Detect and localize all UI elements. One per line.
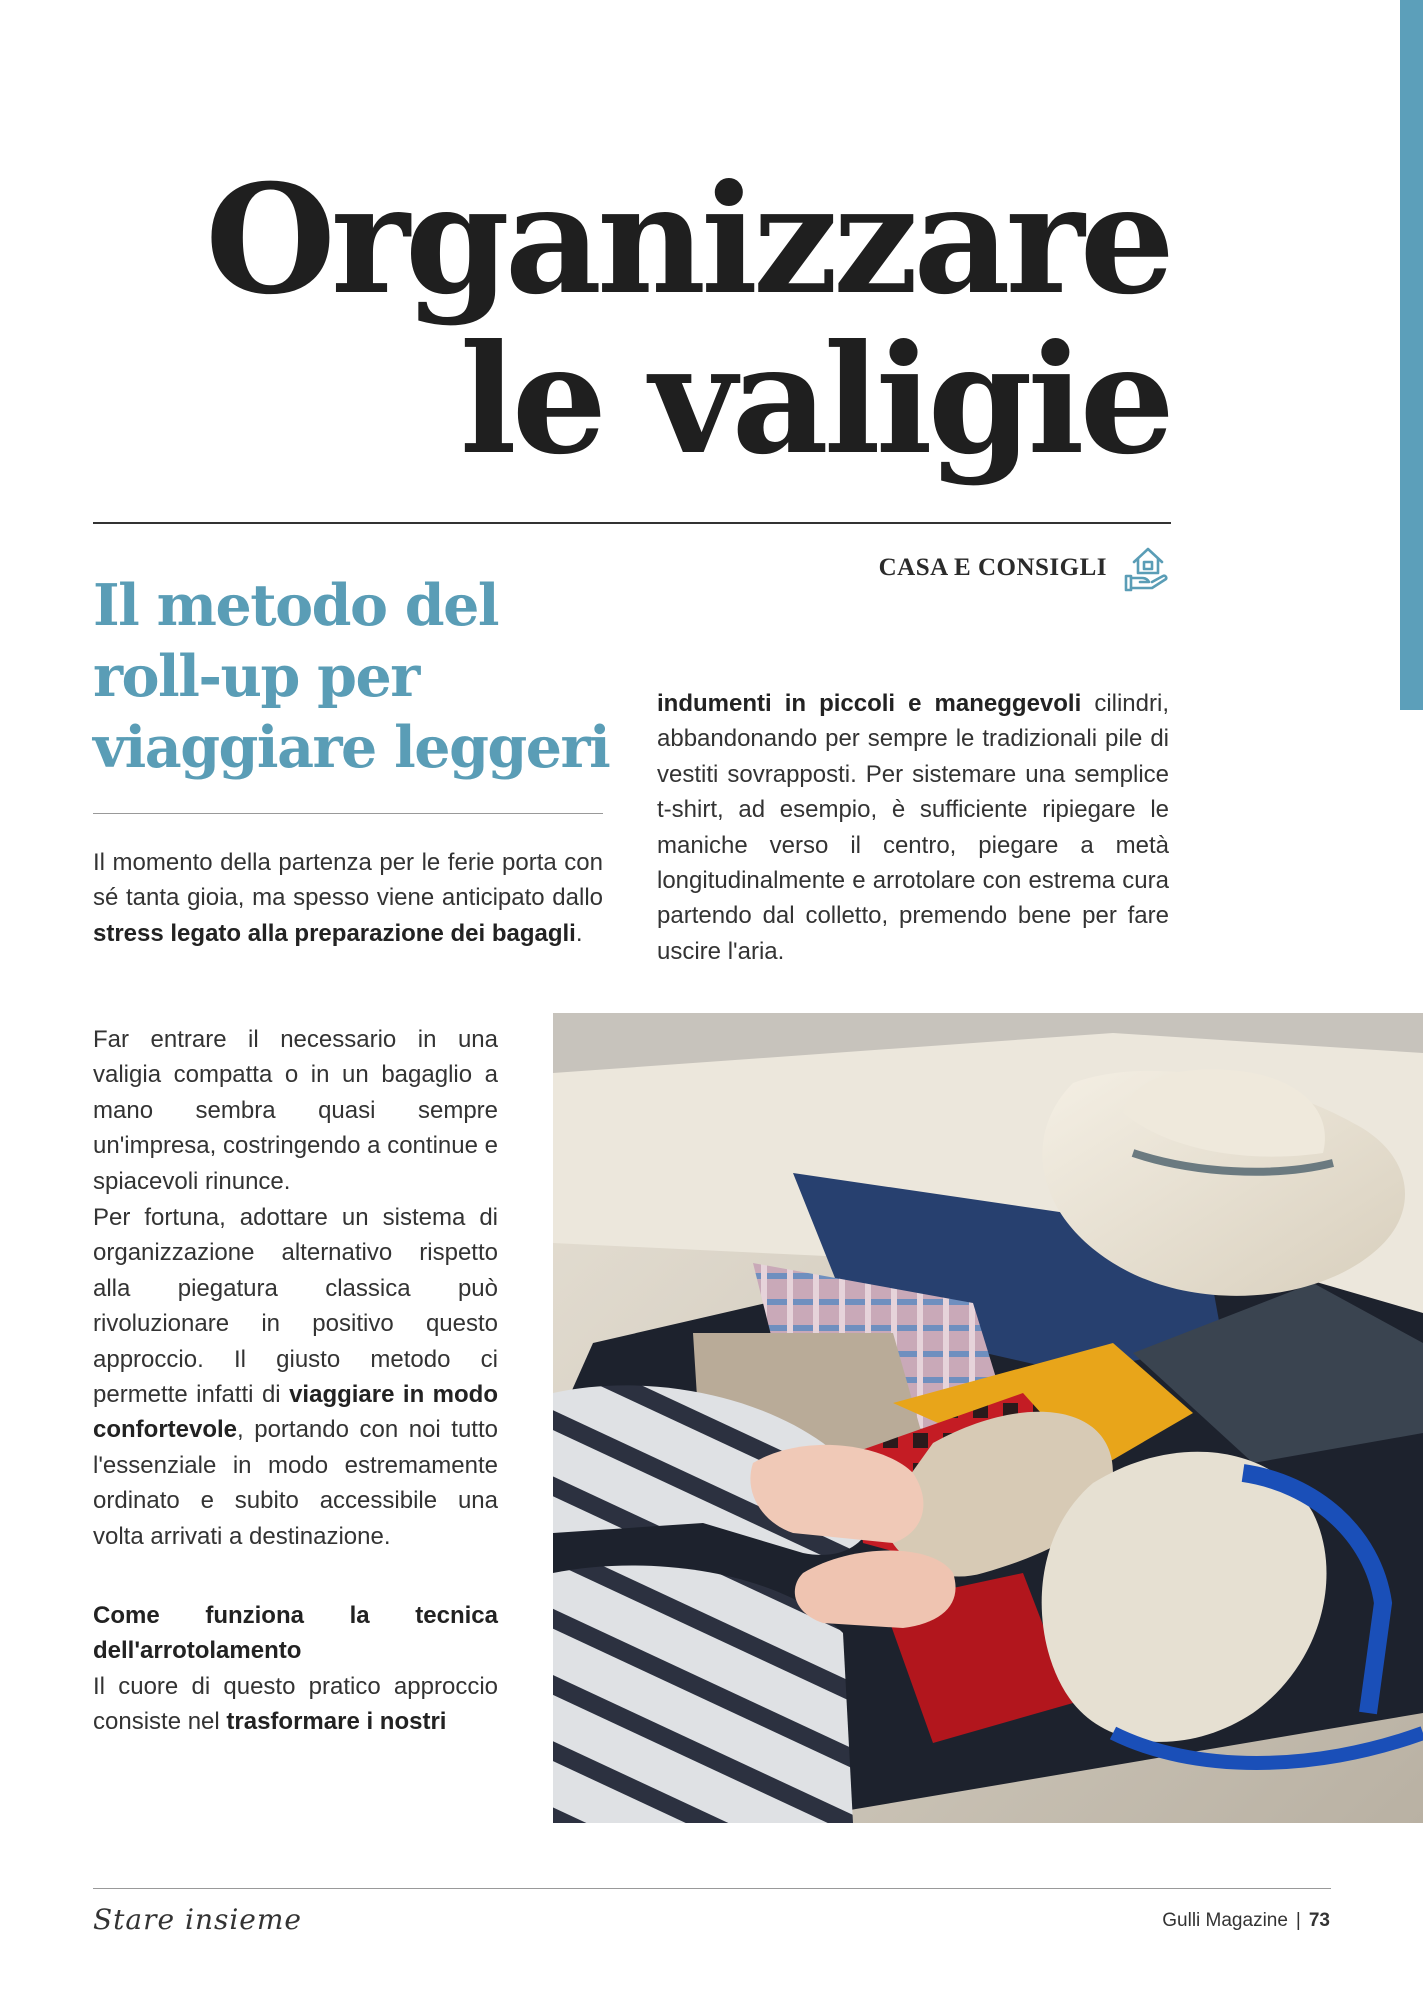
rolling-bold: indumenti in piccoli e maneggevoli — [657, 690, 1082, 717]
title-line-1: Organizzare — [205, 152, 1170, 328]
house-hand-icon — [1122, 540, 1170, 592]
section-heading: Come funziona la tecnica dell'arrotolamento — [93, 1602, 498, 1665]
side-accent-tab — [1400, 0, 1423, 710]
suitcase-photo — [553, 1013, 1423, 1823]
subtitle-divider — [93, 813, 603, 814]
category-label: CASA E CONSIGLI — [878, 554, 1107, 581]
title-line-2: le valigie — [459, 312, 1170, 488]
rolling-text: cilindri, abbandonando per sempre le tradizionali pile di vestiti sovrapposti. Per sistemare una semplice t-shirt, ad esempio, è sufficiente ripiegare le maniche verso il centro, piegare a metà longitudinalmente e arrotolare con estrema cura partendo dal colletto, premendo bene per fare uscire l'aria. — [657, 690, 1169, 965]
subtitle-line-1: Il metodo del — [93, 572, 499, 639]
intro-bold: stress legato alla preparazione dei bagagli — [93, 919, 576, 947]
paragraph-technique — [93, 1598, 498, 1740]
technique-text: Il cuore di questo pratico approccio consiste nel — [93, 1672, 498, 1736]
intro-text: Il momento della partenza per le ferie porta con sé tanta gioia, ma spesso viene anticipato dallo — [93, 849, 603, 912]
subtitle-line-2: roll-up per — [93, 643, 419, 710]
method-bold: viaggiare in modo confortevole — [93, 1381, 498, 1444]
page-number: 73 — [1308, 1910, 1330, 1931]
section-name: Stare insieme — [93, 1903, 302, 1936]
paragraph-method — [93, 1200, 498, 1554]
subtitle-line-3: viaggiare leggeri — [93, 714, 610, 781]
magazine-name: Gulli Magazine — [1162, 1910, 1288, 1931]
method-text-c: , portando con noi tutto l'essenziale in modo estremamente ordinato e subito accessibile una volta arrivati a destinazione. — [93, 1416, 498, 1550]
footer-separator: | — [1295, 1910, 1301, 1931]
footer-divider — [93, 1888, 1331, 1889]
technique-bold: trasformare i nostri — [226, 1708, 447, 1736]
page-title — [170, 152, 1170, 488]
page-footer — [1162, 1910, 1330, 1932]
article-subtitle — [93, 570, 613, 783]
method-text-a: Per fortuna, adottare un sistema di organizzazione alternativo rispetto alla piegatura classica può rivoluzionare in positivo questo approccio. Il giusto metodo ci permette infatti di — [93, 1204, 498, 1409]
paragraph-rolling — [657, 686, 1169, 969]
paragraph-intro-cont: Far entrare il necessario in una valigia compatta o in un bagaglio a mano sembra quasi sempre un'impresa, costringendo a continue e spiacevoli rinunce. — [93, 1026, 498, 1195]
title-divider — [93, 522, 1171, 524]
paragraph-intro — [93, 845, 603, 951]
intro-period: . — [575, 919, 583, 947]
